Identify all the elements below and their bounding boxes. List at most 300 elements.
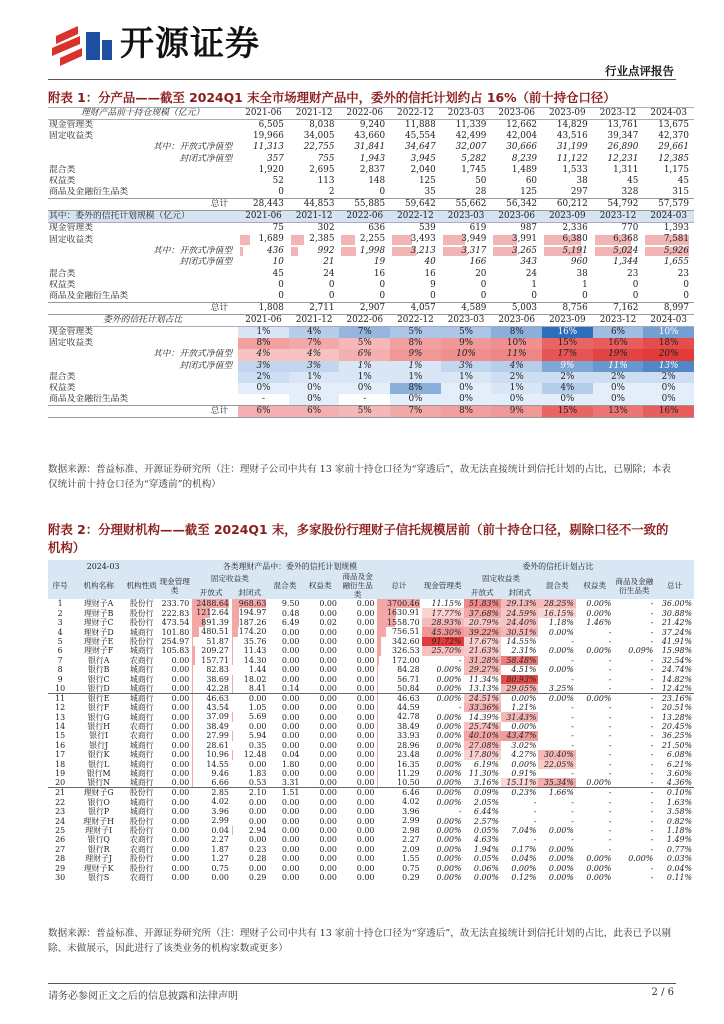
table-cell: [376, 769, 421, 778]
cell-value: 35.76: [243, 636, 267, 646]
table-cell: 41.91%: [661, 636, 692, 646]
sec2-header-row: [48, 211, 694, 223]
table-cell: 0.00: [281, 712, 300, 722]
table-cell: 0.00: [171, 731, 190, 741]
table-cell: [231, 608, 268, 617]
table-cell: 17: [55, 750, 66, 760]
table-cell: 55,885: [339, 199, 390, 211]
table-cell: 2.05%: [473, 797, 499, 807]
table-cell: -: [458, 807, 462, 817]
table-cell: 1,655: [663, 257, 689, 268]
table-cell: [593, 234, 644, 245]
table-cell: 0.00: [171, 844, 190, 854]
table-cell: [231, 873, 268, 882]
table-cell: 0.82%: [666, 816, 692, 826]
table-cell: -: [650, 703, 654, 713]
table-cell: 4%: [289, 326, 340, 338]
table-cell: 343: [520, 257, 538, 268]
table-cell: -: [650, 618, 654, 628]
cell-value: 436: [267, 245, 284, 256]
table-cell: 19%: [593, 349, 644, 360]
table-cell: 60,212: [542, 199, 593, 211]
institution-trust-table: [48, 560, 694, 882]
table-cell: 0.00%: [548, 665, 574, 675]
table-cell: -: [533, 797, 537, 807]
table-cell: 13%: [593, 406, 644, 418]
table-cell: 19: [55, 769, 66, 779]
table-cell: -: [576, 788, 613, 798]
table-cell: 2,336: [562, 223, 588, 234]
cell-value: 2.99: [211, 816, 229, 826]
table-cell: 0.00: [268, 693, 301, 703]
table-cell: 3.31: [281, 778, 300, 788]
table-cell: 17.77%: [422, 608, 464, 617]
total-share-header: 总计: [655, 572, 694, 599]
table-cell: 6%: [593, 326, 644, 338]
table-cell: 0.00%: [548, 646, 574, 656]
table-cell: 30.51%: [501, 627, 538, 636]
table-cell: 0.00%: [436, 740, 462, 750]
table-cell: 2%: [542, 372, 593, 383]
table-cell: 17.67%: [464, 637, 501, 646]
table-cell: 0: [632, 279, 639, 290]
table-cell: 0%: [289, 394, 340, 406]
sec3-header-label: 委外的信托计划占比: [48, 314, 238, 326]
table-cell: 0.06%: [473, 863, 499, 873]
cash-share-header: 现金管理类: [422, 572, 464, 599]
table-cell: 0.09%: [628, 646, 654, 656]
cell-value: 480.51: [201, 627, 229, 637]
table-cell: 222.83: [161, 608, 190, 618]
table-cell: [191, 722, 231, 731]
institution-name: 理财子I: [85, 825, 113, 835]
table-cell: -: [533, 816, 537, 826]
table-cell: 0.91%: [511, 769, 537, 779]
cell-value: 756.51: [392, 627, 420, 637]
table-cell: [376, 797, 421, 806]
table-cell: [231, 646, 268, 655]
cell-value: 33.93: [397, 731, 420, 741]
table-cell: 0.00: [356, 807, 375, 817]
cell-value: 2.27: [402, 835, 420, 845]
table-cell: 3.60%: [666, 769, 692, 779]
table-cell: 城商行: [129, 683, 154, 693]
table-cell: 6.08%: [666, 750, 692, 760]
table-cell: 1%: [238, 326, 289, 338]
table-cell: [238, 246, 289, 257]
cell-value: 2,385: [309, 234, 335, 245]
table-cell: 2%: [238, 372, 289, 383]
table-cell: -: [650, 863, 654, 873]
row-label: 封闭式净值型: [179, 257, 233, 268]
period-header: 2024-03: [643, 314, 694, 326]
table-cell: 50: [475, 176, 487, 187]
table-cell: 0.00: [171, 816, 190, 826]
table-cell: 9%: [390, 349, 441, 360]
institution-name: 银行H: [87, 722, 111, 732]
cell-value: 2.94: [248, 825, 267, 835]
cell-value: 6,380: [562, 234, 588, 245]
table-cell: 0: [379, 290, 386, 301]
table-cell: 0.00: [171, 835, 190, 845]
table-cell: 0.00%: [548, 627, 574, 637]
table-cell: 0.00: [356, 873, 375, 883]
table-cell: 10%: [441, 349, 492, 360]
table-row: [48, 349, 694, 360]
table-cell: 0: [582, 290, 588, 301]
table-cell: 40.10%: [464, 731, 501, 740]
table-cell: 0.00: [171, 722, 190, 732]
cell-value: 12.48: [243, 750, 267, 760]
institution-name: 银行S: [88, 873, 110, 883]
row-label: 商品及金融衍生品类: [49, 394, 129, 405]
cell-value: 0.35: [248, 740, 267, 750]
row-label: 商品及金融衍生品类: [49, 187, 129, 198]
table-cell: 0.00: [319, 759, 337, 769]
table-cell: -: [608, 769, 612, 779]
value-bar: [392, 235, 412, 244]
table-cell: 0%: [491, 394, 542, 406]
table-cell: 9%: [542, 361, 593, 372]
table-cell: 18: [55, 759, 66, 769]
table-cell: [542, 234, 593, 245]
table-cell: [376, 618, 421, 627]
table-cell: 12.42%: [661, 683, 692, 693]
table-cell: 6.44%: [473, 807, 499, 817]
table-row: [48, 302, 694, 314]
table-cell: 328: [621, 187, 639, 198]
table-cell: 302: [317, 223, 335, 234]
table-cell: 20.45%: [661, 722, 692, 732]
row-label: 权益类: [49, 383, 76, 394]
table-cell: -: [650, 740, 654, 750]
sec3-header-row: [48, 314, 694, 326]
table-cell: 636: [368, 223, 386, 234]
table-cell: 9%: [491, 406, 542, 418]
table-cell: [376, 864, 421, 873]
table-cell: 5,003: [491, 302, 542, 314]
table-row: [48, 338, 694, 349]
table-cell: [191, 854, 231, 863]
table-cell: [231, 845, 268, 854]
table-cell: [191, 864, 231, 873]
table-cell: 45.30%: [422, 627, 464, 636]
table-cell: 0.00: [356, 750, 375, 760]
institution-name: 银行G: [87, 712, 110, 722]
table-cell: -: [650, 722, 654, 732]
table-cell: 1,920: [258, 165, 284, 176]
table-cell: 农商行: [129, 873, 154, 883]
table-cell: [191, 760, 231, 769]
table-cell: -: [608, 816, 612, 826]
row-label: 固定收益类: [49, 234, 93, 245]
table-cell: [289, 234, 340, 245]
cell-value: 51.87: [206, 636, 229, 646]
period-header: 2023-06: [491, 211, 542, 223]
table-cell: -: [650, 655, 654, 665]
table-cell: 0.04: [281, 750, 300, 760]
row-label: 固定收益类: [49, 131, 93, 142]
cell-value: 28.96: [397, 740, 420, 750]
institution-name: 理财子J: [85, 854, 113, 864]
table-cell: 0.00: [281, 731, 300, 741]
institution-name: 银行O: [87, 797, 110, 807]
cell-value: 2.27: [211, 835, 229, 845]
row-label: 现金管理类: [49, 223, 93, 234]
table-row: [48, 675, 694, 684]
table-cell: 55,662: [441, 199, 492, 211]
table-cell: 城商行: [129, 646, 154, 656]
table-cell: [390, 234, 441, 245]
table-cell: -: [571, 712, 574, 722]
table-cell: [231, 826, 268, 835]
value-bar: [377, 627, 386, 636]
table-cell: 15.11%: [501, 778, 538, 788]
cell-value: 0.29: [402, 872, 420, 882]
table-cell: 0.00: [319, 731, 337, 741]
table-row: [48, 760, 694, 769]
value-bar: [232, 637, 233, 646]
cell-value: 0.75: [211, 863, 229, 873]
table-cell: 0.00: [281, 636, 300, 646]
table-cell: 农商行: [129, 722, 154, 732]
table-cell: 农商行: [129, 835, 154, 845]
table-cell: 3.02%: [511, 740, 537, 750]
cell-value: 2488.64: [196, 599, 229, 608]
table-cell: 17.80%: [464, 750, 501, 759]
table-cell: 13: [55, 712, 66, 722]
mixed-header: 混合类: [268, 572, 301, 599]
table-cell: 1.80: [281, 759, 300, 769]
table-cell: 14,829: [556, 120, 588, 130]
report-date: 2024-03: [48, 560, 158, 572]
table-cell: [643, 246, 694, 257]
table-cell: 7,162: [593, 302, 644, 314]
value-bar: [192, 665, 193, 674]
table-cell: 0: [683, 290, 689, 301]
table-cell: 0.00%: [548, 854, 574, 864]
table-cell: -: [650, 873, 654, 883]
table-cell: 1: [57, 599, 63, 609]
cell-value: 0.75: [402, 863, 420, 873]
table-cell: 28: [55, 854, 66, 864]
table-cell: 0%: [593, 383, 644, 394]
row-label: 其中：开放式净值型: [153, 142, 233, 153]
table-cell: 17%: [542, 349, 593, 360]
table-cell: 11.30%: [468, 769, 499, 779]
table-cell: 7%: [339, 326, 390, 338]
table-row: [48, 154, 694, 165]
row-label: 商品及金融衍生品类: [49, 290, 129, 301]
table-cell: 0.00%: [436, 683, 462, 693]
table-cell: 2%: [643, 372, 694, 383]
table-cell: [191, 750, 231, 759]
table-cell: 8%: [491, 326, 542, 338]
cell-value: 46.63: [206, 693, 229, 703]
table-cell: [376, 599, 421, 608]
period-header: 2023-09: [542, 108, 593, 120]
table-cell: 3.58%: [666, 807, 692, 817]
table-cell: 8%: [441, 406, 492, 418]
table-cell: -: [608, 835, 612, 845]
table-cell: 农商行: [129, 731, 154, 741]
table-cell: [191, 826, 231, 835]
period-header: 2022-12: [390, 211, 441, 223]
table-cell: 20%: [643, 349, 694, 360]
table-cell: 11%: [593, 361, 644, 372]
table-cell: [376, 608, 421, 617]
table-cell: 31.43%: [501, 712, 538, 721]
table-cell: 24.51%: [464, 693, 501, 703]
table-cell: -: [608, 797, 612, 807]
table-cell: [376, 722, 421, 731]
cell-value: 0.28: [248, 854, 267, 864]
table-cell: 1.21%: [511, 703, 537, 713]
value-bar: [377, 675, 378, 684]
seq-header: 序号: [48, 572, 72, 599]
cell-value: 1212.64: [196, 608, 229, 618]
table-cell: [376, 778, 421, 788]
table-row: [48, 361, 694, 372]
period-header: 2021-12: [289, 314, 340, 326]
table-cell: [376, 656, 421, 665]
table-cell: [191, 618, 231, 627]
table-cell: 1,533: [562, 165, 588, 176]
cell-value: 56.71: [397, 674, 420, 684]
table-cell: 539: [418, 223, 436, 234]
table-cell: 0: [632, 290, 639, 301]
table-cell: 6%: [289, 406, 340, 418]
table-row: [48, 731, 694, 740]
table-cell: 0.00: [231, 693, 268, 703]
value-bar: [192, 646, 195, 655]
table-cell: 4.27%: [511, 750, 537, 760]
table-cell: 0.00%: [436, 863, 462, 873]
cell-value: 891.39: [201, 617, 229, 627]
table-cell: -: [608, 712, 612, 722]
table-cell: 21.50%: [661, 740, 692, 750]
table-cell: 0.00: [356, 618, 375, 628]
table-cell: 34,005: [303, 131, 335, 142]
cell-value: 1.83: [248, 769, 267, 778]
period-header: 2021-12: [289, 108, 340, 120]
table-cell: 0.00%: [548, 825, 574, 835]
table-cell: 18%: [643, 338, 694, 349]
table-cell: 0.00: [281, 825, 300, 835]
table-cell: -: [571, 816, 574, 826]
table-row: [48, 268, 694, 279]
cell-value: 3700.46: [387, 599, 420, 608]
equity-header: 权益类: [301, 572, 338, 599]
table-cell: [376, 684, 421, 694]
table-cell: 28: [475, 187, 487, 198]
table-cell: -: [650, 825, 654, 835]
table-cell: 45: [272, 268, 284, 279]
table-cell: 0.00%: [436, 750, 462, 760]
table-cell: 1,311: [613, 165, 639, 176]
table-cell: 股份行: [129, 854, 154, 864]
table-row: [48, 131, 694, 142]
row-label: 总计: [48, 406, 238, 418]
table-cell: 股份行: [129, 816, 154, 826]
table-cell: 7%: [390, 406, 441, 418]
period-header: 2023-06: [491, 314, 542, 326]
value-bar: [240, 235, 250, 244]
table-cell: 4,589: [441, 302, 492, 314]
table-cell: 28.93%: [422, 618, 464, 627]
table-row: [48, 854, 694, 863]
table-cell: 39,347: [607, 131, 639, 142]
table-cell: 10: [272, 257, 284, 268]
table-cell: 24.59%: [501, 608, 538, 617]
table-cell: 0.00: [171, 665, 190, 675]
table-cell: 股份行: [129, 618, 154, 628]
table-cell: 0.04%: [666, 863, 692, 873]
cell-value: 1,998: [359, 245, 386, 256]
header-row-2: [48, 572, 694, 586]
table-cell: [191, 778, 231, 788]
table-cell: 0.00: [356, 769, 375, 779]
table-cell: 56,342: [491, 199, 542, 211]
table-cell: 0.00: [319, 608, 337, 618]
table-cell: -: [571, 674, 574, 684]
table-cell: 11: [48, 693, 72, 703]
cell-value: 5,024: [613, 245, 639, 256]
value-bar: [232, 656, 233, 665]
table2-title-text: 分理财机构——截至 2024Q1 末，多家股份行理财子信托规模居前（前十持仓口径，剔除口径不一致的机构）: [48, 522, 669, 555]
table-cell: 14.55%: [506, 636, 537, 646]
table-cell: 0: [379, 279, 386, 290]
table-cell: 0.17%: [511, 844, 537, 854]
fi-closed-share-header: 封闭式: [501, 586, 538, 600]
table-cell: 0.00: [356, 627, 375, 637]
product-trust-table: [48, 107, 694, 418]
table-cell: -: [650, 750, 654, 760]
table-cell: 0.00: [319, 835, 337, 845]
period-header: 2023-03: [441, 211, 492, 223]
institution-name: 理财子C: [83, 618, 114, 628]
table-cell: 0.14: [281, 683, 300, 693]
institution-name: 银行A: [87, 655, 110, 665]
cell-value: 5,926: [663, 245, 689, 256]
table-cell: 27.08%: [464, 741, 501, 750]
table-cell: 6,505: [258, 120, 284, 130]
header-divider: [48, 79, 676, 80]
table-cell: -: [571, 740, 574, 750]
institution-name: 理财子H: [83, 816, 114, 826]
table-row: [48, 778, 694, 788]
table-cell: 0.00: [356, 646, 375, 656]
cell-value: 10.96: [206, 750, 229, 760]
table-cell: -: [608, 674, 612, 684]
table-cell: 0.00: [356, 655, 375, 665]
table-cell: 42,499: [455, 131, 487, 142]
institution-name: 理财子K: [83, 863, 114, 873]
table-row: [48, 627, 694, 636]
table-row: [48, 165, 694, 176]
table-row: [48, 684, 694, 694]
table-cell: 9.50: [281, 599, 300, 609]
period-header: 2022-06: [339, 314, 390, 326]
table-cell: -: [650, 608, 654, 618]
table-cell: 13,675: [658, 120, 689, 130]
cell-value: 6.66: [211, 778, 229, 788]
table-cell: 0.00: [171, 750, 190, 760]
cell-value: 0.53: [248, 778, 267, 788]
table-cell: 0.00: [356, 825, 375, 835]
table-cell: [231, 741, 268, 750]
table-cell: 0.00: [356, 854, 375, 864]
